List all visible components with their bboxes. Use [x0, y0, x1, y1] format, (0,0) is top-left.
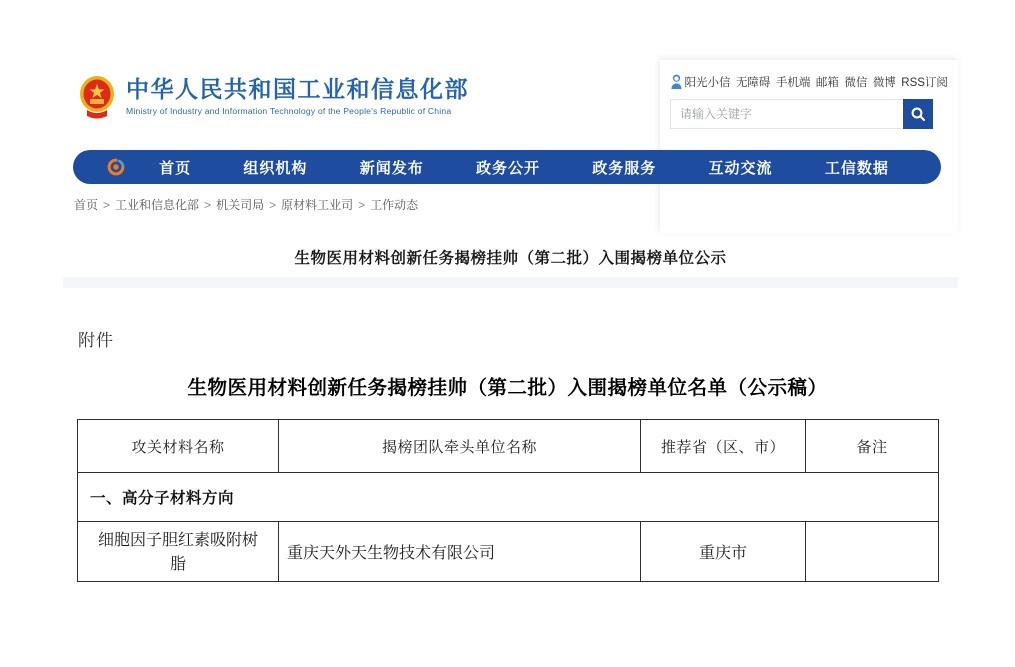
breadcrumb-raw-materials-dept[interactable]: 原材料工业司 [281, 198, 354, 212]
breadcrumb-home[interactable]: 首页 [74, 198, 99, 212]
utility-link-sunshine[interactable]: 阳光小信 [684, 77, 731, 89]
nav-item-home[interactable]: 首页 [159, 159, 192, 177]
ministry-title: 中华人民共和国工业和信息化部 [126, 76, 469, 102]
nav-item-interaction[interactable]: 互动交流 [708, 159, 773, 177]
utility-link-mobile[interactable]: 手机端 [775, 77, 811, 89]
nav-item-miit-data[interactable]: 工信数据 [824, 159, 889, 177]
search-button[interactable] [903, 99, 933, 129]
main-nav [73, 150, 941, 184]
cell-lead-unit: 重庆天外天生物技术有限公司 [279, 522, 641, 582]
table-row [78, 522, 939, 582]
utility-link-weibo[interactable]: 微博 [872, 77, 896, 89]
header-lead-unit: 揭榜团队牵头单位名称 [279, 420, 641, 473]
utility-links [670, 74, 948, 90]
section-polymer-materials: 一、高分子材料方向 [78, 473, 939, 522]
utility-link-rss[interactable]: RSS订阅 [901, 77, 948, 89]
breadcrumb-departments[interactable]: 机关司局 [216, 198, 265, 212]
breadcrumb-separator: > [358, 198, 366, 212]
breadcrumb-separator: > [204, 198, 212, 212]
breadcrumb-separator: > [103, 198, 111, 212]
search-input[interactable] [670, 99, 903, 129]
nav-items [133, 157, 915, 178]
utility-link-mail[interactable]: 邮箱 [815, 77, 839, 89]
header-remark: 备注 [806, 420, 939, 473]
utility-link-accessibility[interactable]: 无障碍 [735, 77, 771, 89]
breadcrumb-separator: > [269, 198, 277, 212]
table-section-row [78, 473, 939, 522]
ministry-subtitle: Ministry of Industry and Information Technology of the People's Republic of China [126, 106, 452, 117]
search-bar [670, 99, 933, 129]
miit-logo-icon [105, 156, 127, 178]
cell-remark [806, 522, 939, 582]
breadcrumb-miit[interactable]: 工业和信息化部 [115, 198, 200, 212]
mascot-icon [670, 74, 683, 90]
header-province: 推荐省（区、市） [641, 420, 806, 473]
header-utility-panel [660, 60, 958, 234]
cell-province: 重庆市 [641, 522, 806, 582]
article-title: 生物医用材料创新任务揭榜挂帅（第二批）入围揭榜单位公示 [294, 250, 727, 267]
cell-material-name: 细胞因子胆红素吸附树脂 [78, 522, 279, 582]
national-emblem-icon [78, 74, 116, 120]
site-brand [78, 74, 469, 120]
shortlist-table [77, 419, 939, 582]
table-header-row [78, 420, 939, 473]
nav-item-organization[interactable]: 组织机构 [243, 159, 308, 177]
attachment-label: 附件 [78, 331, 114, 350]
section-divider [63, 277, 958, 288]
nav-item-news[interactable]: 新闻发布 [359, 159, 424, 177]
nav-item-gov-disclosure[interactable]: 政务公开 [475, 159, 540, 177]
search-icon [910, 106, 926, 122]
breadcrumb-work-updates[interactable]: 工作动态 [370, 198, 419, 212]
utility-link-wechat[interactable]: 微信 [844, 77, 868, 89]
nav-item-gov-services[interactable]: 政务服务 [592, 159, 657, 177]
breadcrumb [74, 196, 418, 213]
table-title: 生物医用材料创新任务揭榜挂帅（第二批）入围揭榜单位名单（公示稿） [187, 377, 828, 399]
header-material-name: 攻关材料名称 [78, 420, 279, 473]
